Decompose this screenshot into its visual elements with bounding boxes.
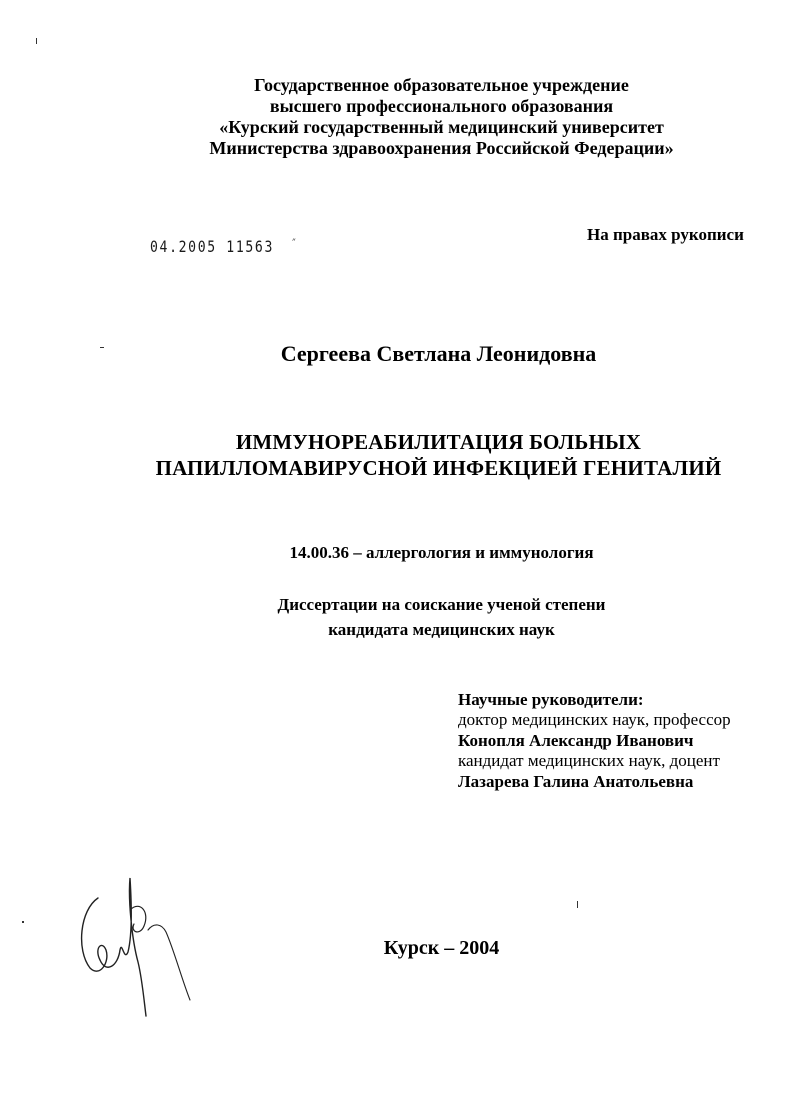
supervisor-2-name: Лазарева Галина Анатольевна: [458, 772, 694, 791]
supervisors-heading: Научные руководители:: [458, 690, 644, 709]
stray-mark: [577, 901, 578, 908]
city-year: Курск – 2004: [383, 937, 500, 959]
institution-line-1: Государственное образовательное учреждение: [254, 75, 629, 95]
stray-mark: [36, 38, 37, 44]
specialty-code: 14.00.36 – аллергология и иммунология: [289, 543, 594, 562]
dissertation-title-line-1: ИММУНОРЕАБИЛИТАЦИЯ БОЛЬНЫХ: [235, 430, 642, 454]
stray-mark: [22, 921, 24, 923]
supervisor-1-name: Конопля Александр Иванович: [458, 731, 694, 750]
institution-line-3: «Курский государственный медицинский университет: [219, 117, 664, 137]
stamp-tick-mark: ״: [292, 236, 296, 247]
degree-line-2: кандидата медицинских наук: [328, 620, 555, 639]
stray-mark: [100, 347, 104, 348]
library-stamp-number: 04.2005 11563: [150, 237, 275, 256]
degree-line-1: Диссертации на соискание ученой степени: [277, 595, 606, 614]
manuscript-rights-note: На правах рукописи: [587, 225, 744, 244]
institution-line-2: высшего профессионального образования: [269, 96, 614, 116]
supervisor-2-title: кандидат медицинских наук, доцент: [458, 751, 720, 770]
author-name: Сергеева Светлана Леонидовна: [280, 341, 597, 366]
institution-line-4: Министерства здравоохранения Российской Федерации»: [209, 138, 674, 158]
supervisor-1-title: доктор медицинских наук, профессор: [458, 710, 731, 729]
dissertation-title-line-2: ПАПИЛЛОМАВИРУСНОЙ ИНФЕКЦИЕЙ ГЕНИТАЛИЙ: [155, 456, 722, 480]
